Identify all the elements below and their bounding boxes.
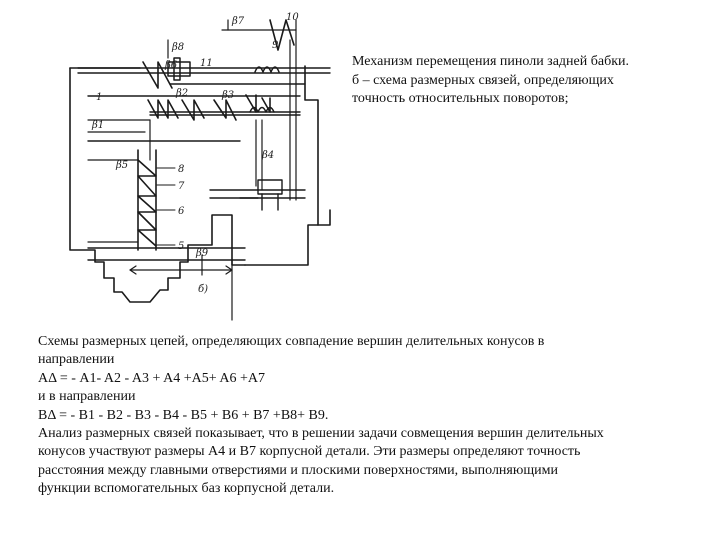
label-b5: β5 xyxy=(116,160,129,171)
formula-b: BΔ = - B1 - B2 - B3 - B4 - B5 + B6 + B7 +B8+ B9. xyxy=(38,407,329,423)
caption-line-3: точность относительных поворотов; xyxy=(352,91,569,106)
label-b6: β6 xyxy=(165,60,178,71)
body-line-4: и в направлении xyxy=(38,389,136,405)
body-text xyxy=(38,333,714,499)
label-b7: β7 xyxy=(232,16,245,27)
label-10: 10 xyxy=(286,12,299,23)
label-6: 6 xyxy=(178,206,185,217)
label-8: 8 xyxy=(178,164,185,175)
label-11: 11 xyxy=(200,58,213,69)
label-b9: β9 xyxy=(196,248,209,259)
caption-line-1: Механизм перемещения пиноли задней бабки. xyxy=(352,54,629,69)
body-line-9: функции вспомогательных баз корпусной детали. xyxy=(38,481,335,497)
label-7: 7 xyxy=(178,181,185,192)
screw-nut-component xyxy=(240,180,282,210)
body-line-6: Анализ размерных связей показывает, что в решении задачи совмещения вершин делительных xyxy=(38,426,604,442)
body-line-8: расстояния между главными отверстиями и плоскими поверхностями, выполняющими xyxy=(38,462,558,478)
label-5: 5 xyxy=(178,241,185,252)
label-9: 9 xyxy=(272,40,279,51)
body-line-1: Схемы размерных цепей, определяющих совпадение вершин делительных конусов в xyxy=(38,334,545,349)
label-b3: β3 xyxy=(222,90,235,101)
dimension-chain-lower xyxy=(138,150,156,250)
label-b4: β4 xyxy=(262,150,275,161)
figure-label: б) xyxy=(198,284,209,295)
label-b1: β1 xyxy=(92,120,105,131)
caption-line-2: б – схема размерных связей, определяющих xyxy=(352,72,614,88)
formula-a: AΔ = - A1- A2 - A3 + A4 +A5+ A6 +A7 xyxy=(38,370,265,386)
label-b2: β2 xyxy=(176,88,189,99)
body-line-7: конусов участвуют размеры А4 и В7 корпусной детали. Эти размеры определяют точность xyxy=(38,444,581,460)
body-line-2: направлении xyxy=(38,352,115,368)
label-b8: β8 xyxy=(172,42,185,53)
drawing-labels xyxy=(91,12,299,295)
leader-lines xyxy=(92,96,175,245)
figure-caption xyxy=(352,53,712,109)
housing-outline xyxy=(70,66,330,302)
label-1: 1 xyxy=(96,92,103,103)
